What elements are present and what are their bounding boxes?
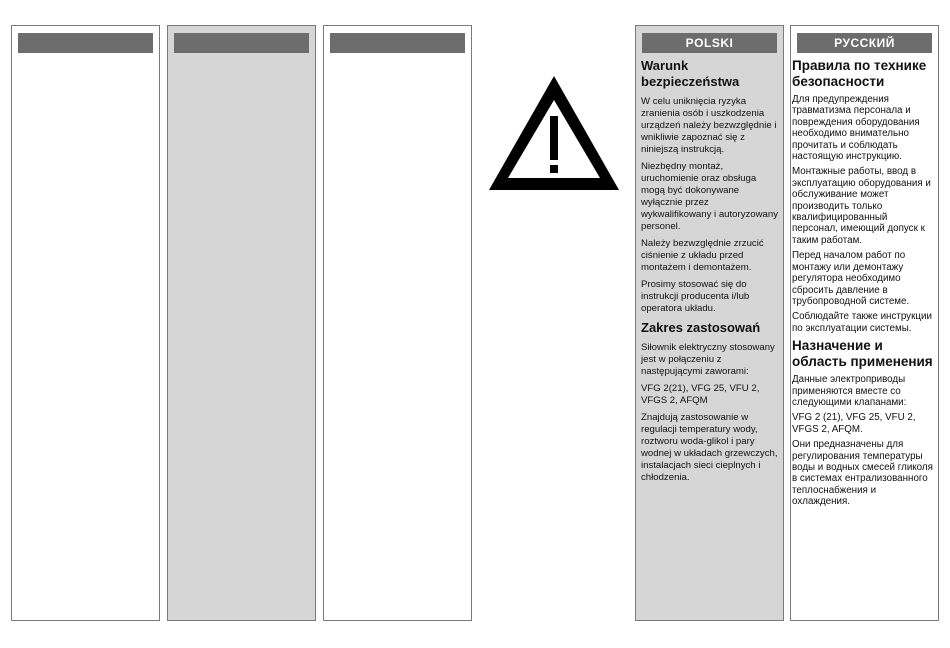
column-russian	[790, 25, 939, 621]
column-empty-1	[11, 25, 160, 621]
paragraph: W celu uniknięcia ryzyka zranienia osób i uszkodzenia urządzeń należy bezwzględnie i wnikliwie zapoznać się z niniejszą instrukcją.	[641, 96, 777, 155]
paragraph: Данные электроприводы применяются вместе со следующими клапанами:	[792, 374, 907, 408]
paragraph: Siłownik elektryczny stosowany jest w połączeniu z następującymi zaworami:	[641, 342, 775, 377]
polski-content	[641, 58, 780, 489]
section-title-safety: Warunk bezpieczeństwa	[641, 58, 740, 89]
russian-content	[792, 58, 935, 512]
paragraph: VFG 2(21), VFG 25, VFU 2, VFGS 2, AFQM	[641, 383, 760, 406]
paragraph: VFG 2 (21), VFG 25, VFU 2, VFGS 2, AFQM.	[792, 412, 916, 435]
paragraph: Соблюдайте также инструкции по эксплуатации системы.	[792, 311, 932, 334]
paragraph: Для предупреждения травматизма персонала и повреждения оборудования необходимо внимательно прочитать и соблюдать настоящую инструкцию.	[792, 94, 920, 163]
warning-triangle-icon	[487, 74, 621, 192]
column-header-3	[330, 33, 465, 53]
column-empty-2	[167, 25, 316, 621]
section-title-safety: Правила по технике безопасности	[792, 58, 927, 89]
column-empty-3	[323, 25, 472, 621]
column-header-2	[174, 33, 309, 53]
paragraph: Należy bezwzględnie zrzucić ciśnienie z układu przed montażem i demontażem.	[641, 238, 764, 273]
paragraph: Они предназначены для регулирования температуры воды и водных смесей гликоля в системах ентрализованного теплоснабжения и охлаждения.	[792, 439, 933, 508]
language-header-russian: РУССКИЙ	[797, 33, 932, 53]
paragraph: Монтажные работы, ввод в эксплуатацию оборудования и обслуживание может производить только квалифицированный персонал, имеющий допуск к таким работам.	[792, 166, 931, 246]
paragraph: Перед началом работ по монтажу или демонтажу регулятора необходимо сбросить давление в трубопроводной системе.	[792, 250, 910, 307]
section-title-scope: Назначение и область применения	[792, 338, 933, 370]
paragraph: Znajdują zastosowanie w regulacji temperatury wody, roztworu woda-glikol i pary wodnej w układach grzewczych, instalacjach sieci cieplnych i chłodzenia.	[641, 412, 778, 483]
paragraph: Prosimy stosować się do instrukcji producenta i/lub operatora układu.	[641, 279, 750, 314]
section-title-scope: Zakres zastosowań	[641, 320, 761, 335]
paragraph: Niezbędny montaż, uruchomienie oraz obsługa mogą być dokonywane wyłącznie przez wykwalifikowany i autoryzowany personel.	[641, 161, 779, 232]
column-header-1	[18, 33, 153, 53]
column-polski	[635, 25, 784, 621]
language-header-polski: POLSKI	[642, 33, 777, 53]
